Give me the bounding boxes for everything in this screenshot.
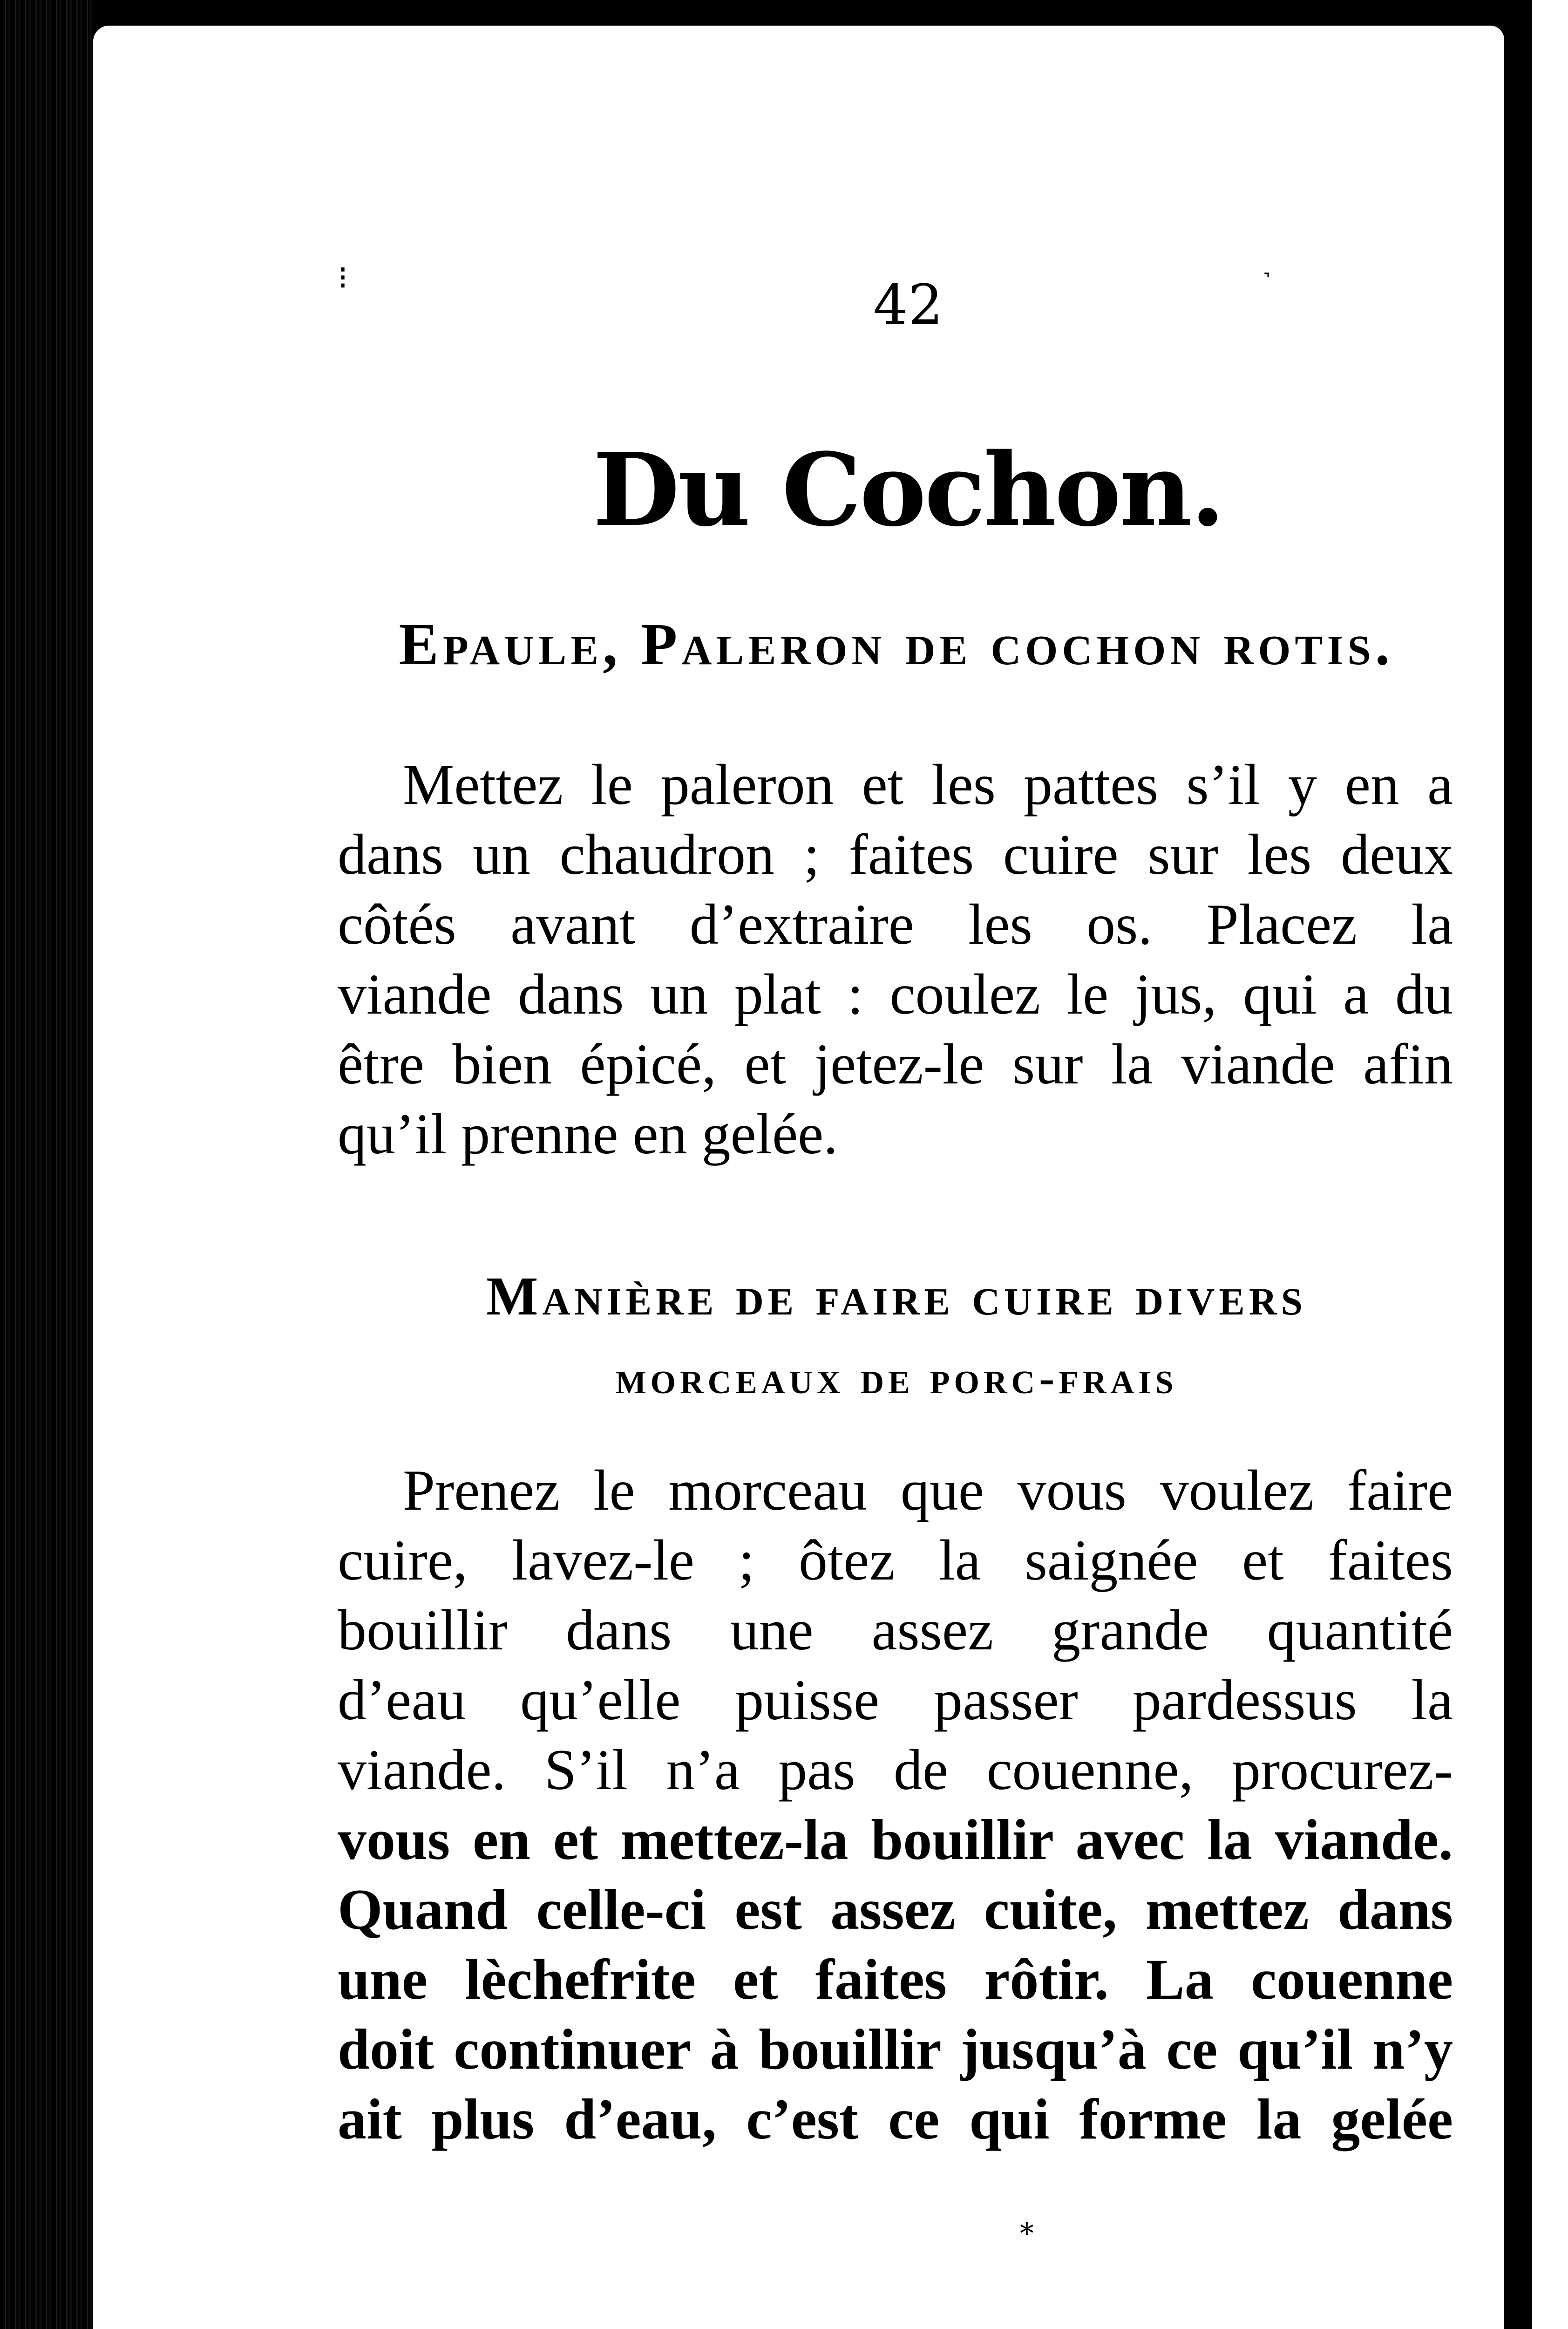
right-page-edge [1504,0,1568,2329]
text-line: viande. S’il n’a pas de couenne, procurez- [338,1738,1453,1802]
text-line: dans un chaudron ; faites cuire sur les deux [338,823,1453,886]
section-heading-maniere-line2: morceaux de porc-frais [615,1352,1178,1403]
text-line: cuire, lavez-le ; ôtez la saignée et faites [338,1528,1453,1592]
stray-mark-left: ⁝ [338,259,348,297]
paragraph-epaule [338,750,1453,1169]
text-line: bouillir dans une assez grande quantité [338,1598,1453,1662]
text-line: une lèchefrite et faites rôtir. La couenne [338,1948,1453,2011]
text-line: Quand celle-ci est assez cuite, mettez dans [338,1878,1453,1941]
chapter-title: Du Cochon. [593,431,1223,549]
text-line: vous en et mettez-la bouillir avec la viande. [338,1808,1453,1872]
text-line: d’eau qu’elle puisse passer pardessus la [338,1668,1453,1732]
text-line: être bien épicé, et jetez-le sur la viande afin [338,1032,1453,1096]
paragraph-maniere [338,1456,1453,2154]
text-line: viande dans un plat : coulez le jus, qui a du [338,962,1453,1026]
text-line: côtés avant d’extraire les os. Placez la [338,892,1453,956]
text-line: qu’il prenne en gelée. [338,1102,838,1166]
text-line: Prenez le morceau que vous voulez faire [403,1458,1453,1522]
footer-mark: * [1020,2217,1034,2250]
next-page-strip [1532,0,1568,2329]
section-heading-epaule: Epaule, Paleron de cochon rotis. [399,611,1394,677]
section-heading-maniere-line1: Manière de faire cuire divers [486,1266,1307,1327]
page-number: 42 [873,272,944,337]
book-spine [0,0,93,2329]
stray-mark-right: ˺ [1262,266,1271,298]
text-line: ait plus d’eau, c’est ce qui forme la gelée [338,2087,1453,2151]
text-line: Mettez le paleron et les pattes s’il y en a [403,753,1453,817]
text-line: doit continuer à bouillir jusqu’à ce qu’il n’y [338,2017,1453,2081]
